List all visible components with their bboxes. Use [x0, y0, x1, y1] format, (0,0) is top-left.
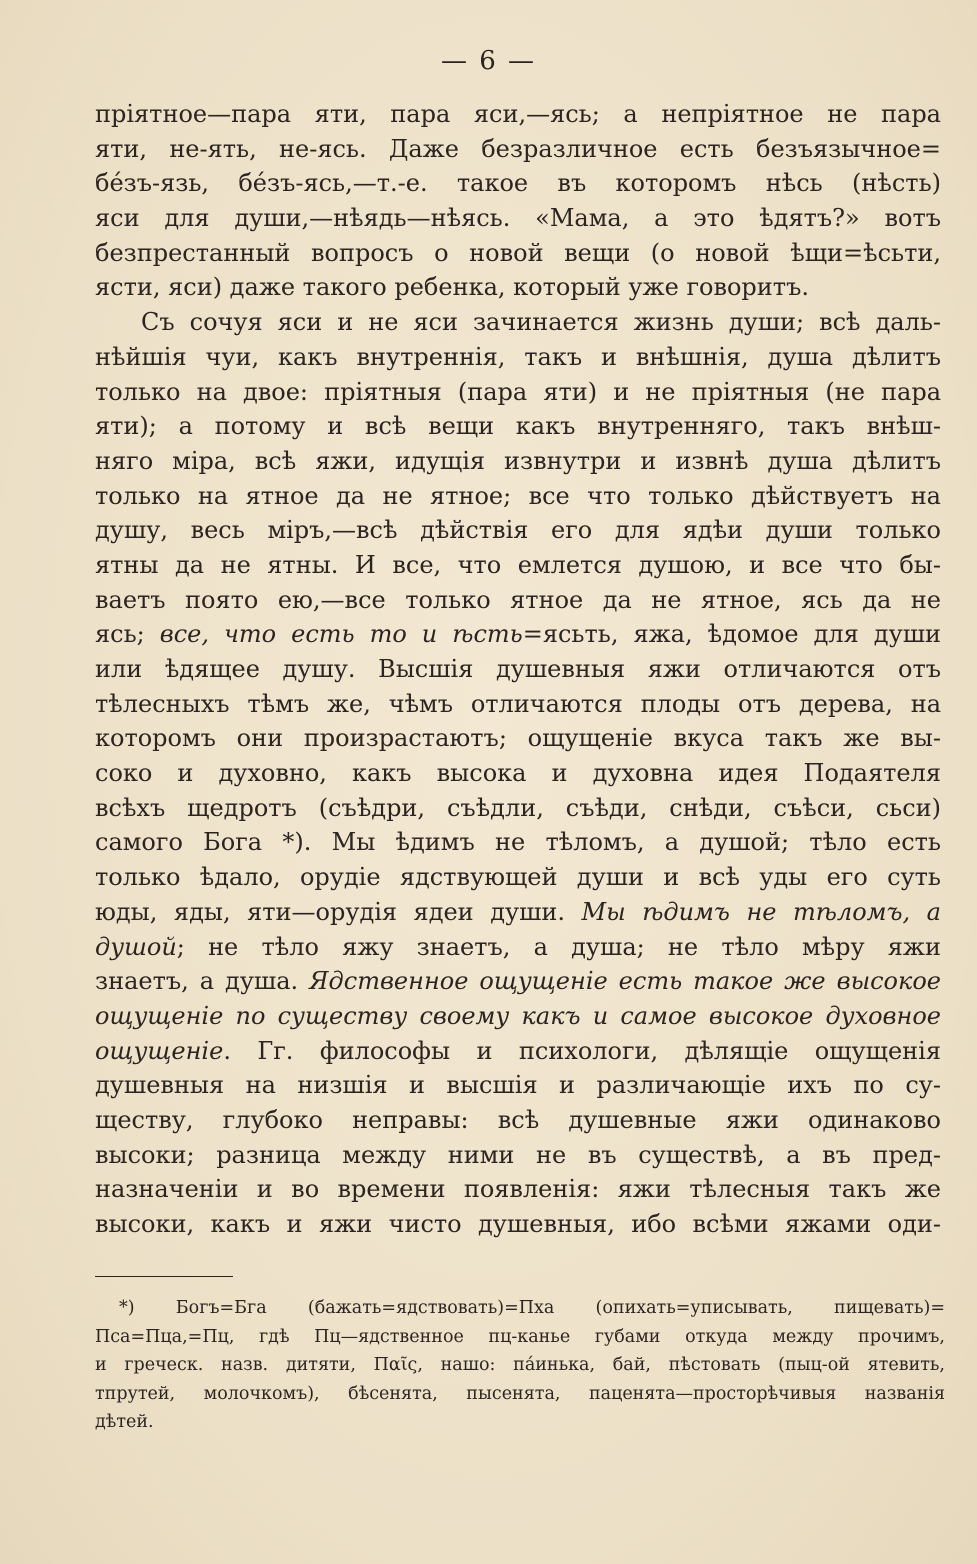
text-segment: яси для души,—нѣядь—нѣясь. «Мама, а это ѣдятъ?» вотъ	[95, 204, 941, 233]
text-segment: безпрестанный вопросъ о новой вещи (о новой ѣщи=ѣсьти,	[95, 238, 941, 267]
text-line	[95, 1034, 941, 1069]
text-line	[95, 1068, 941, 1103]
text-line	[95, 860, 941, 895]
text-line	[95, 617, 941, 652]
text-segment: ществу, глубоко неправы: всѣ душевные яжи одинаково	[95, 1105, 941, 1134]
main-text	[95, 97, 941, 1242]
text-line	[95, 652, 941, 687]
text-segment: ясти, яси) даже такого ребенка, который уже говоритъ.	[95, 273, 809, 302]
footnote-divider	[95, 1276, 233, 1277]
text-line	[95, 201, 941, 236]
text-segment: нѣйшія чуи, какъ внутреннія, такъ и внѣшнія, душа дѣлитъ	[95, 342, 941, 371]
text-segment: душу, весь міръ,—всѣ дѣйствія его для ядѣи души только	[95, 516, 941, 545]
text-segment: всѣхъ щедротъ (съѣдри, съѣдли, съѣди, снѣди, съѣси, сьси)	[95, 793, 941, 822]
text-segment: соко и духовно, какъ высока и духовна идея Подаятеля	[95, 759, 941, 788]
text-segment: только на двое: пріятныя (пара яти) и не пріятныя (не пара	[95, 377, 941, 406]
text-segment: которомъ они произрастаютъ; ощущеніе вкуса такъ же вы-	[95, 724, 941, 753]
text-segment: . Гг. философы и психологи, дѣлящіе ощущенія	[223, 1036, 941, 1065]
text-line	[95, 305, 941, 340]
footnote-block	[95, 1294, 945, 1437]
footnote-line: и греческ. назв. дитяти, Παῖς, нашо: па́инька, бай, пѣстовать (пыц-ой ятевить,	[95, 1355, 945, 1376]
text-line	[95, 236, 941, 271]
text-segment: ; не тѣло яжу знаетъ, а душа; не тѣло мѣру яжи	[176, 932, 941, 961]
text-line	[95, 409, 941, 444]
footnote-line: *) Богъ=Бга (бажать=ядствовать)=Пха (опихать=уписывать, пищевать)=	[119, 1298, 945, 1318]
text-segment: бе́зъ-язь, бе́зъ-ясь,—т.-е. такое въ которомъ нѣсь (нѣсть)	[95, 169, 941, 198]
text-segment: высоки; разница между ними не въ существѣ, а въ пред-	[95, 1140, 941, 1169]
italic-text-segment: Мы ѣдимъ не тѣломъ, а	[581, 897, 941, 926]
text-segment: знаетъ, а душа.	[95, 967, 310, 996]
text-line	[95, 97, 941, 132]
footnote-line: Пса=Пца,=Пц, гдѣ Пц—ядственное пц-канье губами откуда между прочимъ,	[95, 1326, 945, 1347]
italic-text-segment: все, что есть то и ѣсть	[159, 620, 523, 649]
text-line	[95, 721, 941, 756]
text-line	[95, 687, 941, 722]
text-line	[95, 513, 941, 548]
text-line	[95, 479, 941, 514]
text-segment: душевныя на низшія и высшія и различающіе ихъ по су-	[95, 1071, 941, 1100]
text-line	[95, 548, 941, 583]
text-segment: только ѣдало, орудіе ядствующей души и всѣ уды его суть	[95, 863, 941, 892]
text-line	[95, 1172, 941, 1207]
footnote-line: дѣтей.	[95, 1412, 154, 1433]
text-line	[95, 166, 941, 201]
text-segment: пріятное—пара яти, пара яси,—ясь; а непріятное не пара	[95, 100, 941, 128]
footnote-line: тпрутей, молочкомъ), бѣсенята, пысенята, паценята—просторѣчивыя названія	[95, 1383, 945, 1404]
text-segment: яти); а потому и всѣ вещи какъ внутренняго, такъ внѣш-	[95, 412, 941, 441]
text-line	[95, 964, 941, 999]
text-line	[95, 791, 941, 826]
text-segment: няго міра, всѣ яжи, идущія извнутри и извнѣ душа дѣлитъ	[95, 446, 941, 475]
text-line	[95, 895, 941, 930]
text-segment: ятны да не ятны. И все, что емлется душою, и все что бы-	[95, 550, 941, 579]
text-line	[95, 756, 941, 791]
text-line	[95, 930, 941, 965]
text-segment: тѣлесныхъ тѣмъ же, чѣмъ отличаются плоды отъ дерева, на	[95, 689, 941, 718]
text-segment: яти, не-ять, не-ясь. Даже безразличное есть безъязычное=	[95, 134, 941, 163]
text-segment: Съ сочуя яси и не яси зачинается жизнь души; всѣ даль-	[141, 308, 941, 337]
text-line	[95, 444, 941, 479]
text-line	[95, 270, 941, 305]
italic-text-segment: душой	[95, 932, 177, 961]
italic-text-segment: Ядственное ощущеніе есть такое же высокое	[309, 967, 941, 996]
text-segment: только на ятное да не ятное; все что только дѣйствуетъ на	[95, 481, 941, 510]
text-segment: юды, яды, яти—орудія ядеи души.	[95, 897, 582, 926]
text-line	[95, 1103, 941, 1138]
text-line	[95, 1138, 941, 1173]
text-line	[95, 375, 941, 410]
text-segment: назначеніи и во времени появленія: яжи тѣлесныя такъ же	[95, 1175, 941, 1204]
text-line	[95, 340, 941, 375]
text-segment: самого Бога *). Мы ѣдимъ не тѣломъ, а душой; тѣло есть	[95, 828, 941, 857]
text-line	[95, 999, 941, 1034]
italic-text-segment: ощущеніе по существу своему какъ и самое высокое духовное	[95, 1001, 941, 1030]
text-line	[95, 132, 941, 167]
text-line	[95, 825, 941, 860]
text-line	[95, 1207, 941, 1242]
page-number: — 6 —	[440, 46, 537, 76]
text-line	[95, 583, 941, 618]
text-segment: =ясьть, яжа, ѣдомое для души	[522, 620, 941, 649]
text-segment: ясь;	[95, 620, 160, 649]
text-segment: или ѣдящее душу. Высшія душевныя яжи отличаются отъ	[95, 655, 941, 683]
italic-text-segment: ощущеніе	[95, 1036, 224, 1065]
text-segment: высоки, какъ и яжи чисто душевныя, ибо всѣми яжами оди-	[95, 1210, 941, 1238]
text-segment: ваетъ поято ею,—все только ятное да не ятное, ясь да не	[95, 585, 941, 614]
